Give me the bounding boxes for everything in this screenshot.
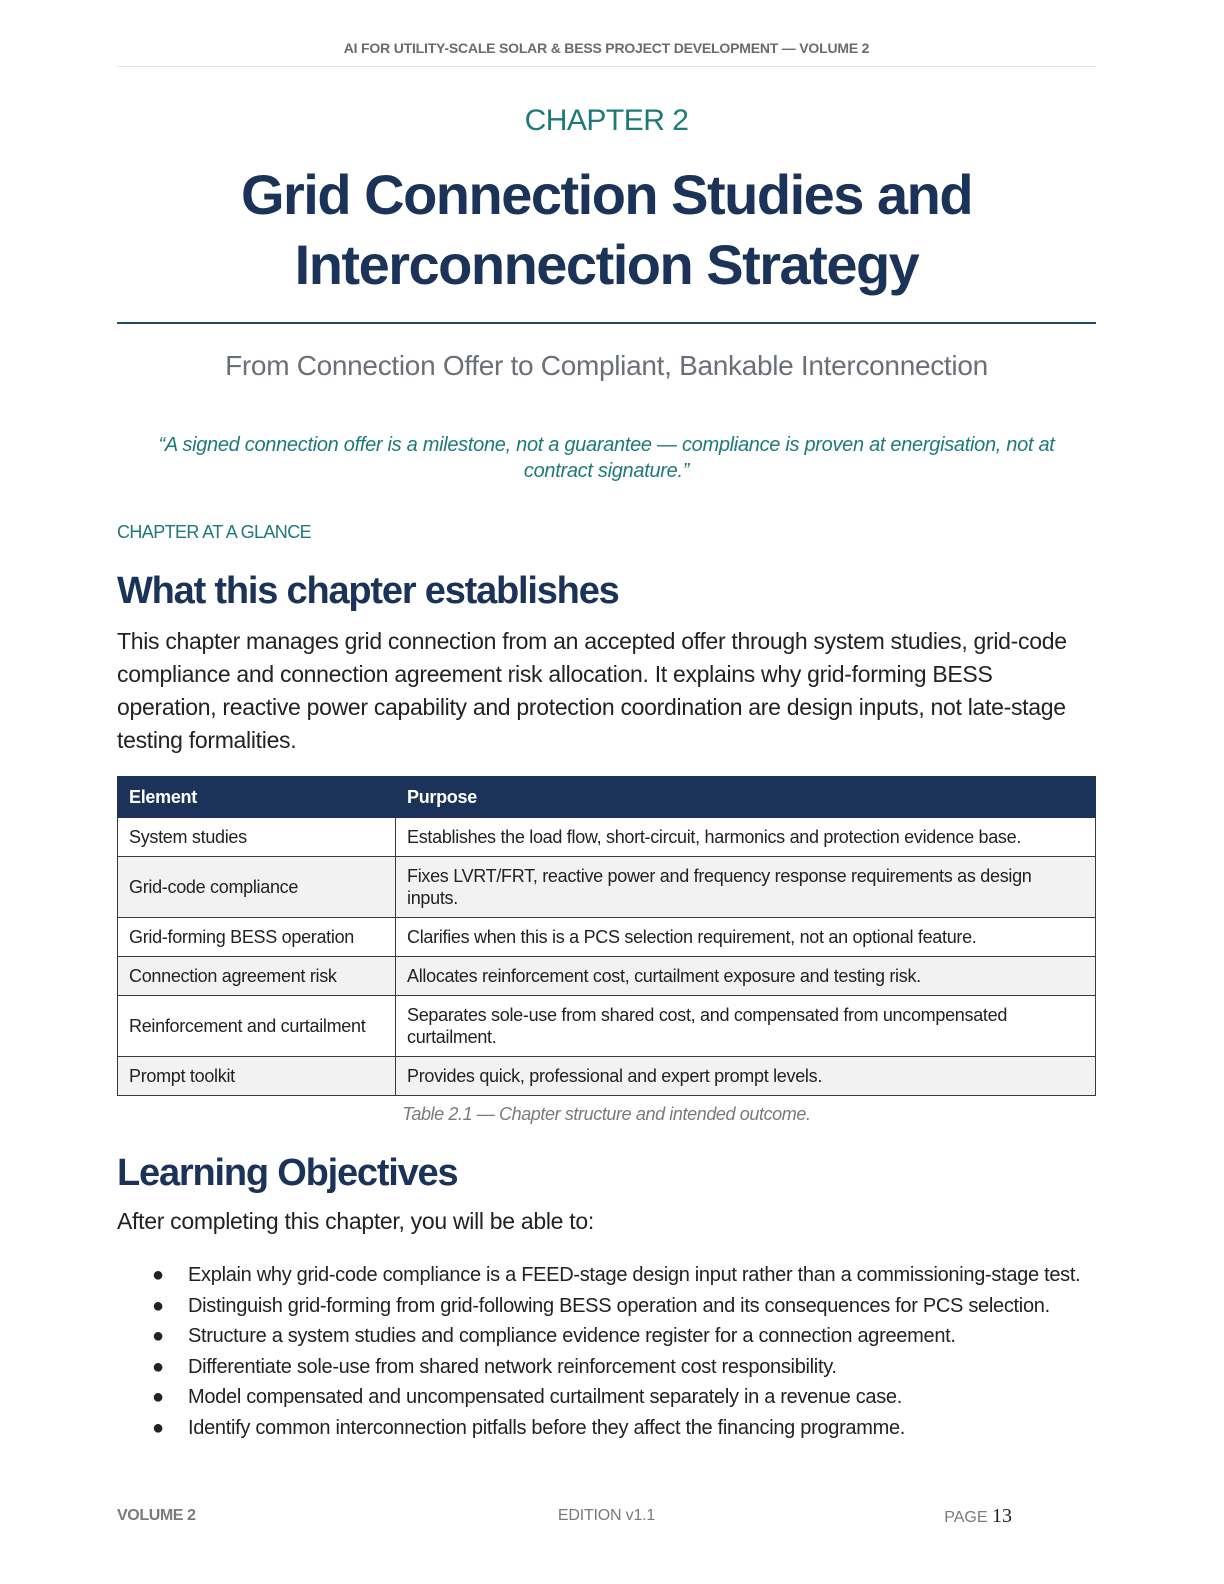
list-item-text: Differentiate sole-use from shared network reinforcement cost responsibility. xyxy=(188,1355,837,1378)
epigraph-quote xyxy=(137,432,1076,484)
page-footer xyxy=(117,1505,1096,1529)
section-heading-establishes: What this chapter establishes xyxy=(117,570,619,612)
bullet-icon: ● xyxy=(152,1416,164,1439)
chapter-subtitle: From Connection Offer to Compliant, Bankable Interconnection xyxy=(225,350,988,381)
chapter-label: CHAPTER 2 xyxy=(524,104,689,137)
table-header-row xyxy=(118,777,1096,818)
list-item xyxy=(117,1382,1080,1413)
section-body-paragraph: This chapter manages grid connection from an accepted offer through system studies, grid-code compliance and connection agreement risk allocation. It explains why grid-forming BESS operation, reactive power capability and protection coordination are design inputs, not late-stage testing formalities. xyxy=(117,628,1067,753)
footer-page xyxy=(944,1505,1012,1528)
list-item xyxy=(117,1413,1080,1444)
table-cell-element: System studies xyxy=(118,818,396,857)
list-item xyxy=(117,1352,1080,1383)
chapter-structure-table xyxy=(117,776,1096,1096)
chapter-title-line-1: Grid Connection Studies and xyxy=(240,163,973,226)
table-header-purpose: Purpose xyxy=(396,777,1096,818)
table-cell-purpose: Provides quick, professional and expert prompt levels. xyxy=(396,1057,1096,1096)
list-item-text: Identify common interconnection pitfalls before they affect the financing programme. xyxy=(188,1416,906,1439)
table-cell-element: Grid-forming BESS operation xyxy=(118,918,396,957)
bullet-icon: ● xyxy=(152,1386,164,1408)
table-row xyxy=(118,918,1096,957)
table-cell-purpose: Separates sole-use from shared cost, and compensated from uncompensated curtailment. xyxy=(396,996,1096,1057)
objectives-lead-text: After completing this chapter, you will be able to: xyxy=(117,1208,594,1234)
table-cell-purpose: Allocates reinforcement cost, curtailment exposure and testing risk. xyxy=(396,957,1096,996)
list-item xyxy=(117,1291,1080,1322)
epigraph-line-1: “A signed connection offer is a milestone, not a guarantee — compliance is proven at energisation, not at xyxy=(158,434,1055,456)
table-cell-element: Grid-code compliance xyxy=(118,857,396,918)
epigraph-line-2: contract signature.” xyxy=(523,460,690,482)
table-row xyxy=(118,1057,1096,1096)
list-item-text: Distinguish grid-forming from grid-following BESS operation and its consequences for PCS selection. xyxy=(188,1294,1050,1317)
bullet-icon: ● xyxy=(152,1294,164,1317)
table-cell-purpose: Clarifies when this is a PCS selection requirement, not an optional feature. xyxy=(396,918,1096,957)
bullet-icon: ● xyxy=(152,1355,164,1378)
footer-page-label: PAGE xyxy=(944,1509,988,1526)
objectives-list xyxy=(117,1260,1080,1443)
table-cell-element: Prompt toolkit xyxy=(118,1057,396,1096)
list-item-text: Structure a system studies and compliance evidence register for a connection agreement. xyxy=(188,1325,956,1347)
table-row xyxy=(118,996,1096,1057)
list-item xyxy=(117,1321,1080,1352)
section-heading-objectives: Learning Objectives xyxy=(117,1152,458,1194)
table-row xyxy=(118,857,1096,918)
list-item-text: Model compensated and uncompensated curtailment separately in a revenue case. xyxy=(188,1386,903,1408)
title-divider xyxy=(117,322,1096,324)
table-cell-purpose: Establishes the load flow, short-circuit, harmonics and protection evidence base. xyxy=(396,818,1096,857)
footer-page-number: 13 xyxy=(992,1505,1012,1527)
list-item xyxy=(117,1260,1080,1291)
table-cell-element: Connection agreement risk xyxy=(118,957,396,996)
table-header-element: Element xyxy=(118,777,396,818)
table-row xyxy=(118,818,1096,857)
chapter-title-line-2: Interconnection Strategy xyxy=(294,233,919,296)
table-caption: Table 2.1 — Chapter structure and intended outcome. xyxy=(402,1104,811,1124)
table-cell-element: Reinforcement and curtailment xyxy=(118,996,396,1057)
table-row xyxy=(118,957,1096,996)
chapter-at-a-glance-label: CHAPTER AT A GLANCE xyxy=(117,522,312,542)
bullet-icon: ● xyxy=(152,1325,164,1347)
running-header: AI FOR UTILITY-SCALE SOLAR & BESS PROJECT DEVELOPMENT — VOLUME 2 xyxy=(117,40,1096,67)
list-item-text: Explain why grid-code compliance is a FEED-stage design input rather than a commissioning-stage test. xyxy=(188,1264,1081,1286)
footer-edition: EDITION v1.1 xyxy=(557,1507,656,1524)
bullet-icon: ● xyxy=(152,1264,164,1286)
chapter-title xyxy=(117,160,1096,300)
footer-volume: VOLUME 2 xyxy=(117,1507,196,1524)
table-cell-purpose: Fixes LVRT/FRT, reactive power and frequency response requirements as design inputs. xyxy=(396,857,1096,918)
